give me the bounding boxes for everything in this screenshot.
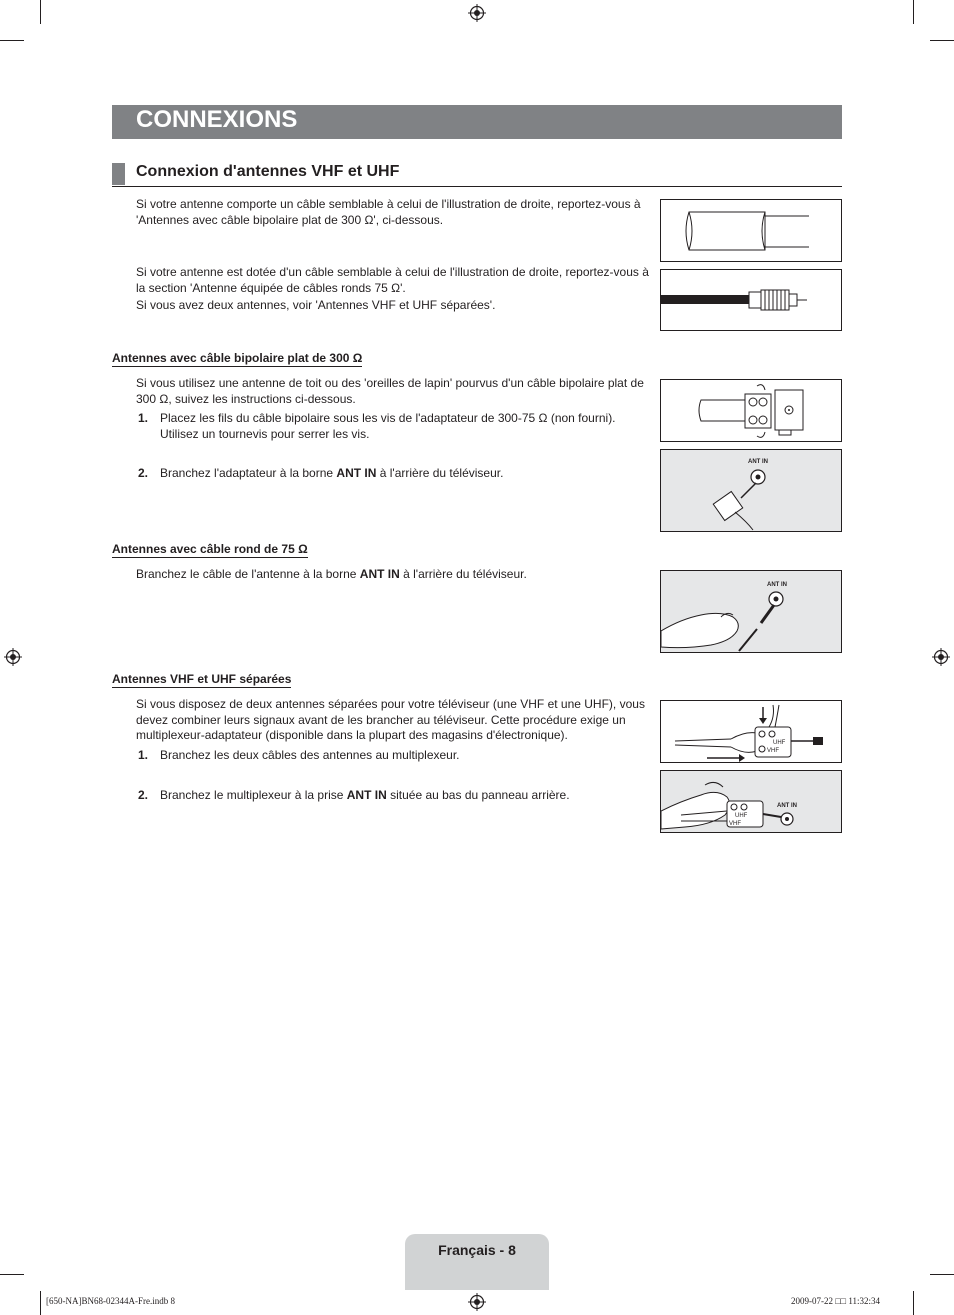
crop-mark bbox=[930, 1274, 954, 1275]
intro-paragraph-3: Si vous avez deux antennes, voir 'Antennes VHF et UHF séparées'. bbox=[136, 298, 496, 312]
section-heading bbox=[112, 162, 842, 187]
crop-mark bbox=[40, 0, 41, 24]
crop-mark bbox=[40, 1291, 41, 1315]
registration-mark-icon bbox=[4, 648, 22, 666]
figure-adapter bbox=[660, 379, 842, 442]
section-title: Connexion d'antennes VHF et UHF bbox=[136, 163, 400, 180]
round-cable-paragraph: Branchez le câble de l'antenne à la borne ANT IN à l'arrière du téléviseur. bbox=[136, 567, 527, 581]
step-text: Branchez le multiplexeur à la prise ANT IN située au bas du panneau arrière. bbox=[160, 788, 570, 802]
crop-mark bbox=[930, 40, 954, 41]
subheading-separate: Antennes VHF et UHF séparées bbox=[112, 672, 292, 686]
step-number: 2. bbox=[138, 788, 149, 802]
combiner-illustration bbox=[661, 701, 841, 762]
page-title: CONNEXIONS bbox=[136, 106, 298, 133]
separate-step-2 bbox=[136, 788, 652, 804]
figure-adapter-ant-in bbox=[660, 449, 842, 532]
registration-mark-icon bbox=[468, 1293, 486, 1311]
uhf-label: UHF bbox=[773, 740, 786, 746]
ant-in-label: ANT IN bbox=[767, 582, 787, 588]
subheading-round-cable: Antennes avec câble rond de 75 Ω bbox=[112, 542, 308, 556]
uhf-label: UHF bbox=[735, 813, 748, 819]
adapter-ant-in-illustration bbox=[661, 450, 841, 531]
ant-in-label: ANT IN bbox=[748, 459, 768, 465]
vhf-label: VHF bbox=[729, 821, 741, 827]
flat-step-1 bbox=[136, 411, 652, 443]
ant-in-label: ANT IN bbox=[777, 803, 797, 809]
figure-combiner bbox=[660, 700, 842, 763]
intro-paragraph-1: Si votre antenne comporte un câble semblable à celui de l'illustration de droite, reportez-vous à 'Antennes avec câble bipolaire plat de 300 Ω', ci-dessous. bbox=[136, 197, 641, 227]
crop-mark bbox=[913, 1291, 914, 1315]
separate-step-1 bbox=[136, 748, 652, 764]
registration-mark-icon bbox=[468, 4, 486, 22]
file-slug: [650-NA]BN68-02344A-Fre.indb 8 bbox=[46, 1296, 175, 1306]
registration-mark-icon bbox=[932, 648, 950, 666]
crop-mark bbox=[0, 1274, 24, 1275]
page-title-bar bbox=[112, 105, 842, 139]
step-number: 1. bbox=[138, 748, 149, 762]
crop-mark bbox=[913, 0, 914, 24]
step-text: Placez les fils du câble bipolaire sous les vis de l'adaptateur de 300-75 Ω (non fourni). Utilisez un tournevis pour serrer les vis. bbox=[160, 411, 616, 441]
flat-step-2 bbox=[136, 466, 652, 482]
separate-paragraph: Si vous disposez de deux antennes séparées pour votre téléviseur (une VHF et une UHF), vous devez combiner leurs signaux avant de les brancher au téléviseur. Cette procédure exige un multiplexeur-adaptateur (disponible dans la plupart des magasins d'électronique). bbox=[136, 697, 645, 742]
flat-cable-paragraph: Si vous utilisez une antenne de toit ou des 'oreilles de lapin' pourvus d'un câble bipolaire plat de 300 Ω, suivez les instructions ci-dessous. bbox=[136, 376, 644, 406]
figure-flat-cable bbox=[660, 199, 842, 262]
vhf-label: VHF bbox=[767, 748, 779, 754]
page-number: Français - 8 bbox=[438, 1242, 516, 1258]
flat-cable-illustration bbox=[661, 200, 841, 261]
combiner-ant-in-illustration bbox=[661, 771, 841, 832]
page-number-tab bbox=[405, 1234, 549, 1290]
subheading-flat-cable: Antennes avec câble bipolaire plat de 300 Ω bbox=[112, 351, 363, 365]
step-text: Branchez les deux câbles des antennes au multiplexeur. bbox=[160, 748, 460, 762]
intro-paragraph-2: Si votre antenne est dotée d'un câble semblable à celui de l'illustration de droite, reportez-vous à la section 'Antenne équipée de câbles ronds 75 Ω'. bbox=[136, 265, 649, 295]
figure-combiner-ant-in bbox=[660, 770, 842, 833]
step-number: 2. bbox=[138, 466, 149, 480]
figure-round-ant-in bbox=[660, 570, 842, 653]
section-marker bbox=[112, 163, 125, 185]
step-number: 1. bbox=[138, 411, 149, 425]
round-ant-in-illustration bbox=[661, 571, 841, 652]
adapter-illustration bbox=[661, 380, 841, 441]
timestamp-slug: 2009-07-22 □□ 11:32:34 bbox=[791, 1296, 881, 1306]
crop-mark bbox=[0, 40, 24, 41]
step-text: Branchez l'adaptateur à la borne ANT IN à l'arrière du téléviseur. bbox=[160, 466, 504, 480]
round-cable-illustration bbox=[661, 270, 841, 330]
figure-round-cable bbox=[660, 269, 842, 331]
